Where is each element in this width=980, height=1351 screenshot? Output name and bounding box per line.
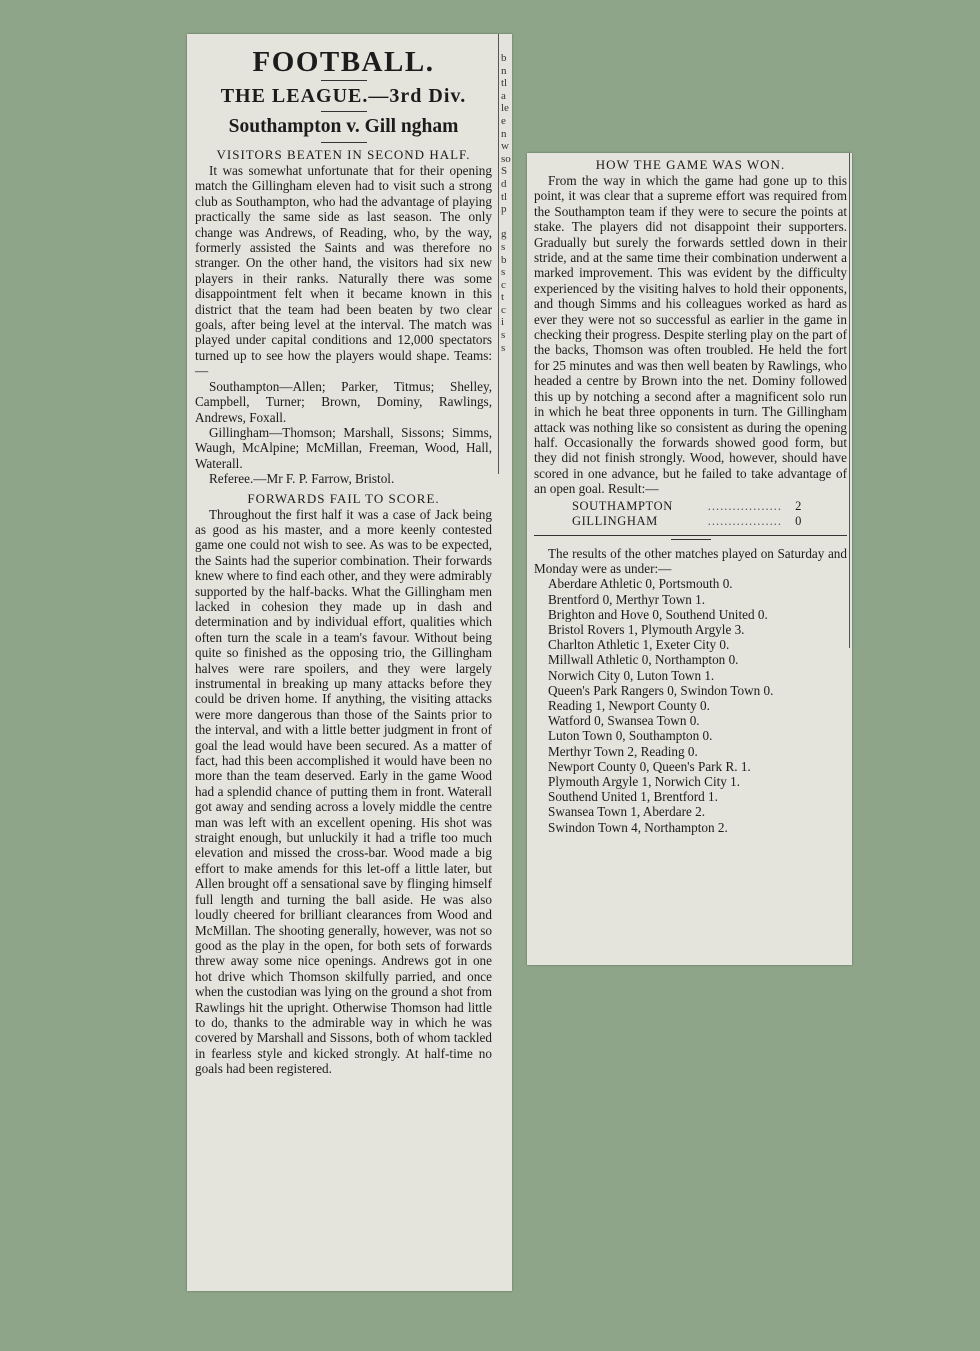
page-title: FOOTBALL. [252,46,435,78]
result-item: Millwall Athletic 0, Northampton 0. [548,652,739,668]
edge-fragment: tl [501,190,508,203]
result-item: Brentford 0, Merthyr Town 1. [548,591,706,607]
league-heading: THE LEAGUE.—3rd Div. [220,85,467,107]
edge-fragment: d [501,177,507,190]
edge-fragment: s [501,329,506,342]
result-item: Swindon Town 4, Northampton 2. [548,819,728,835]
result-item: Southend United 1, Brentford 1. [548,789,718,805]
result-leader-dots: .................. [707,513,782,528]
short-rule [671,539,711,540]
edge-fragment: tl [501,77,508,90]
edge-fragment: c [501,278,506,291]
edge-fragment: s [501,240,506,253]
other-results-intro: The results of the other matches played on Saturday and Monday were as under:— [534,545,847,576]
newspaper-clipping-left [187,34,512,1291]
result-item: Norwich City 0, Luton Town 1. [548,667,715,683]
result-row [572,514,802,529]
edge-fragment: s [501,341,506,354]
edge-fragment: S [501,165,508,178]
edge-fragment: so [501,152,511,165]
edge-fragment: b [501,52,507,64]
result-team: SOUTHAMPTON [572,498,673,513]
team-lineups [195,379,492,487]
result-item: Newport County 0, Queen's Park R. 1. [548,758,751,774]
team-gillingham: Gillingham—Thomson; Marshall, Sissons; Simms, Waugh, McAlpine; McMillan, Freeman, Wood, Hall, Waterall. [195,424,492,471]
result-item: Luton Town 0, Southampton 0. [548,728,713,744]
paragraph-first-half: Throughout the first half it was a case of Jack being as good as his master, and a more keenly contested game one could not wish to see. As was to be expected, the Saints had the superior combination. Their forwards knew where to find each other, and they were admirably supported by the half-backs. What the Gillingham men lacked in cohesion they made up in dash and determination and by individual effort, qualities which often turn the scale in a team's favour. Without being quite so finished as the opposing trio, the Gillingham halves were rare spoilers, and they were largely instrumental in breaking up many attacks before they could be driven home. If anything, the visiting attacks were more dangerous than those of the Saints prior to the interval, and with a little better judgment in front of goal the lead would have been secured. As a matter of fact, had this been accomplished it would have been no more than the team deserved. Early in the game Wood had a splendid chance of putting them in front. Waterall got away and sending across a lovely middle the centre man was left with an excellent opening. His shot was straight enough, but unluckily it had a trifle too much elevation and missed the cross-bar. Wood made a big effort to make amends for this let-off a little later, but Allen brought off a sensational save by flinging himself full length and turning the ball aside. He was also loudly cheered for brilliant clearances from Wood and McMillan. The shooting generally, however, was not so good as the play in the open, for both sets of forwards threw away some nice openings. Andrews got in one hot drive which Thomson skilfully parried, and once when the custodian was lying on the ground a shot from Rawlings hit the upright. Otherwise Thomson had little to do, thanks to the admirable way in which he was covered by Marshall and Sissons, both of whom tackled in fearless style and kicked strongly. At half-time no goals had been registered. [195,506,492,1077]
referee-line: Referee.—Mr F. P. Farrow, Bristol. [209,471,395,487]
result-item: Watford 0, Swansea Town 0. [548,713,700,729]
newspaper-clipping-right [527,153,852,965]
edge-fragment: n [501,127,507,140]
team-southampton: Southampton—Allen; Parker, Titmus; Shelley, Campbell, Turner; Brown, Dominy, Rawlings, Andrews, Foxall. [195,378,492,425]
edge-fragment: s [501,266,506,279]
edge-fragment: g [501,228,507,241]
paragraph-intro: It was somewhat unfortunate that for their opening match the Gillingham eleven had to visit such a strong club as Southampton, who had the advantage of playing practically the same side as last season. The only change was Andrews, of Reading, who, by the way, formerly assisted the Saints and was therefore no stranger. On the other hand, the visitors had six new players in their ranks. Naturally there was some disappointment felt when it became known in this district that the team had been beaten by two clear goals, after being level at the interval. The match was played under capital conditions and 12,000 spectators turned up to see how the players would shape. Teams:— [195,163,492,379]
result-item: Queen's Park Rangers 0, Swindon Town 0. [548,682,774,698]
result-item: Merthyr Town 2, Reading 0. [548,743,698,759]
edge-fragment: i [501,316,505,329]
result-row [572,499,802,514]
final-result [572,499,847,529]
league-rule [321,111,367,112]
edge-fragment: n [501,64,507,77]
result-item: Reading 1, Newport County 0. [548,697,710,713]
result-item: Brighton and Hove 0, Southend United 0. [548,606,768,622]
result-item: Swansea Town 1, Aberdare 2. [548,804,706,820]
paragraph-second-half: From the way in which the game had gone up to this point, it was clear that a supreme effort was required from the Southampton team if they were to secure the points at stake. The players did not disappoint their supporters. Gradually but surely the forwards settled down in their stride, and at the same time their combination underwent a marked improvement. This was evident by the difficulty experienced by the visiting halves to hold their opponents, and though Simms and his colleagues worked as hard as ever they were not so successful as earlier in the game in checking their progress. Despite sterling play on the part of the backs, Thomson was often troubled. He held the fort for 25 minutes and was then well beaten by Rawlings, who headed a centre by Brown into the net. Dominy followed this up by notching a second after a magnificent solo run in which he beat three opponents in turn. The Gillingham attack was nothing like so consistent as during the opening half. Occasionally the forwards showed good form, but they did not finish strongly. Wood, however, should have scored in one advance, but he failed to take advantage of an open goal. Result:— [534,173,847,497]
edge-fragment: c [501,303,506,316]
edge-fragment [501,216,512,229]
adjacent-column-fragment [498,34,512,474]
match-rule [321,142,367,143]
edge-fragment: b [501,253,507,266]
result-score: 0 [795,513,802,528]
result-leader-dots: .................. [707,498,782,513]
article-continuation [527,153,852,835]
section-divider [534,535,847,536]
edge-fragment: e [501,114,506,127]
subheading-how-won: HOW THE GAME WAS WON. [595,157,786,172]
edge-fragment: w [501,140,509,153]
result-team: GILLINGHAM [572,513,658,528]
result-item: Plymouth Argyle 1, Norwich City 1. [548,773,741,789]
edge-fragment: t [501,291,505,304]
article-column [187,34,498,1077]
subheading-visitors-beaten: VISITORS BEATEN IN SECOND HALF. [216,147,471,162]
other-results-list [534,576,847,834]
edge-fragment: p [501,203,507,216]
result-item: Aberdare Athletic 0, Portsmouth 0. [548,576,733,592]
result-item: Charlton Athletic 1, Exeter City 0. [548,637,730,653]
title-rule [321,80,367,81]
match-heading: Southampton v. Gill ngham [228,116,459,137]
result-score: 2 [795,498,802,513]
edge-fragment: a [501,89,506,102]
edge-fragment: le [501,102,509,115]
subheading-forwards-fail: FORWARDS FAIL TO SCORE. [247,490,440,506]
result-item: Bristol Rovers 1, Plymouth Argyle 3. [548,621,745,637]
